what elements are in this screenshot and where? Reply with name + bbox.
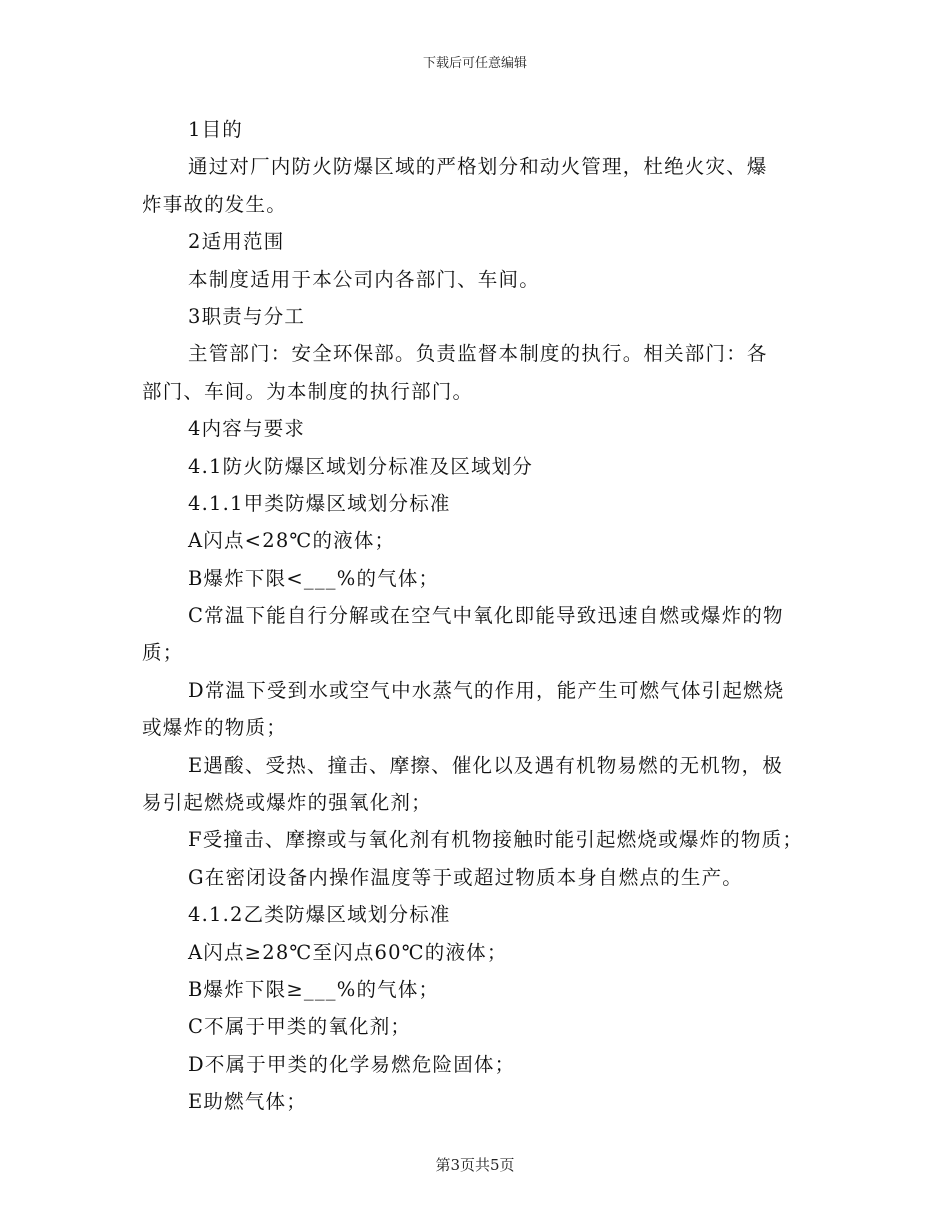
text-line: E助燃气体； (188, 1090, 307, 1114)
text-line: 1目的 (188, 118, 244, 141)
text-line: B爆炸下限<___%的气体； (188, 566, 440, 590)
document-body (142, 111, 812, 1121)
text-line: 或爆炸的物质； (142, 716, 287, 740)
text-line: 4.1防火防爆区域划分标准及区域划分 (188, 454, 534, 478)
text-line: B爆炸下限≥___%的气体； (188, 977, 440, 1001)
text-line: 部门、车间。为本制度的执行部门。 (142, 379, 474, 403)
text-line: E遇酸、受热、撞击、摩擦、催化以及遇有机物易燃的无机物，极 (188, 753, 784, 777)
text-line: C常温下能自行分解或在空气中氧化即能导致迅速自燃或爆炸的物 (188, 604, 784, 628)
text-line: A闪点≥28℃至闪点60℃的液体； (188, 940, 508, 964)
text-line: 2适用范围 (188, 230, 285, 254)
text-line: G在密闭设备内操作温度等于或超过物质本身自燃点的生产。 (188, 865, 743, 889)
text-line: A闪点<28℃的液体； (188, 529, 396, 553)
text-line: 本制度适用于本公司内各部门、车间。 (188, 267, 540, 291)
page-footer: 第3页共5页 (435, 1156, 515, 1174)
text-line: 易引起燃烧或爆炸的强氧化剂； (142, 791, 432, 815)
text-line: 通过对厂内防火防爆区域的严格划分和动火管理，杜绝火灾、爆 (188, 155, 768, 179)
text-line: 主管部门：安全环保部。负责监督本制度的执行。相关部门：各 (188, 342, 768, 366)
text-line: 3职责与分工 (188, 304, 306, 328)
text-line: F受撞击、摩擦或与氧化剂有机物接触时能引起燃烧或爆炸的物质； (188, 828, 804, 852)
text-line: 4.1.2乙类防爆区域划分标准 (188, 903, 451, 927)
text-line: 4.1.1甲类防爆区域划分标准 (188, 491, 451, 515)
text-line: 炸事故的发生。 (142, 192, 287, 216)
text-line: C不属于甲类的氧化剂； (188, 1015, 412, 1039)
text-line: 4内容与要求 (188, 417, 306, 441)
text-line: D不属于甲类的化学易燃危险固体； (188, 1052, 516, 1076)
text-line: 质； (142, 641, 184, 665)
text-line: D常温下受到水或空气中水蒸气的作用，能产生可燃气体引起燃烧 (188, 678, 785, 702)
page-header: 下载后可任意编辑 (422, 56, 527, 71)
